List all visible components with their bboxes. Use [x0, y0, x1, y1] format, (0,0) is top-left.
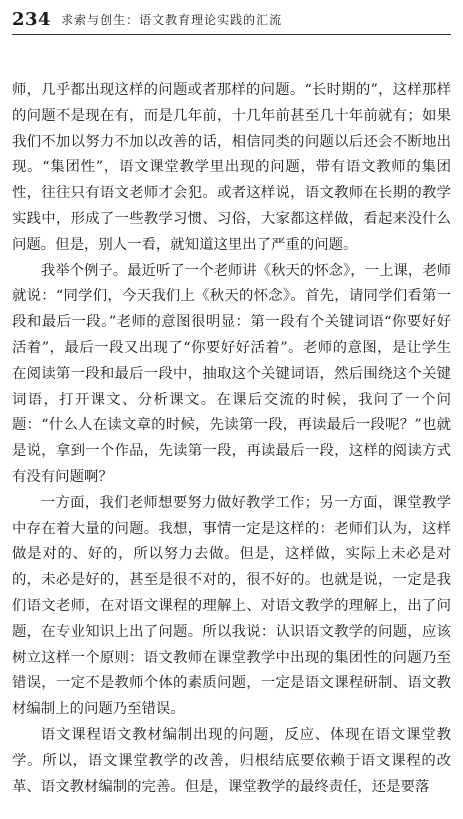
- paragraph: 师，几乎都出现这样的问题或者那样的问题。“长时期的”，这样那样的问题不是现在有，而是几年前，十几年前甚至几十年前就有；如果我们不加以努力不加以改善的话，相信同类的问题以后还会不断地出现。“集团性”，语文课堂教学里出现的问题，带有语文教师的集团性，往往只有语文老师才会犯。或者这样说，语文教师在长期的教学实践中，形成了一些教学习惯、习俗，大家都这样做，看起来没什么问题。但是，别人一看，就知道这里出了严重的问题。: [12, 82, 451, 253]
- page-header: [12, 6, 451, 32]
- header-rule: [12, 34, 451, 35]
- running-title: 求索与创生：语文教育理论实践的汇流: [61, 12, 283, 27]
- paragraph: 我举个例子。最近听了一个老师讲《秋天的怀念》，一上课，老师就说：“同学们，今天我们上《秋天的怀念》。首先，请同学们看第一段和最后一段。”老师的意图很明显：第一段有个关键词语“你要好好活着”，最后一段又出现了“你要好好活着”。老师的意图，是让学生在阅读第一段和最后一段中，抽取这个关键词语，然后围绕这个关键词语，打开课文、分析课文。在课后交流的时候，我问了一个问题：“什么人在读文章的时候，先读第一段，再读最后一段呢？”也就是说，拿到一个作品，先读第一段，再读最后一段，这样的阅读方式有没有问题啊？: [12, 262, 451, 485]
- body-text: [12, 78, 451, 800]
- page-number: 234: [12, 8, 52, 30]
- paragraph: 语文课程语文教材编制出现的问题，反应、体现在语文课堂教学。所以，语文课堂教学的改善，归根结底要依赖于语文课程的改革、语文教材编制的完善。但是，课堂教学的最终责任，还是要落: [12, 726, 451, 795]
- paragraph: 一方面，我们老师想要努力做好教学工作；另一方面，课堂教学中存在着大量的问题。我想，事情一定是这样的：老师们认为，这样做是对的、好的，所以努力去做。但是，这样做，实际上未必是对的，未必是好的，甚至是很不对的，很不好的。也就是说，一定是我们语文老师，在对语文课程的理解上、对语文教学的理解上，出了问题，在专业知识上出了问题。所以我说：认识语文教学的问题，应该树立这样一个原则：语文教师在课堂教学中出现的集团性的问题乃至错误，一定不是教师个体的素质问题，一定是语文课程研制、语文教材编制上的问题乃至错误。: [12, 494, 451, 718]
